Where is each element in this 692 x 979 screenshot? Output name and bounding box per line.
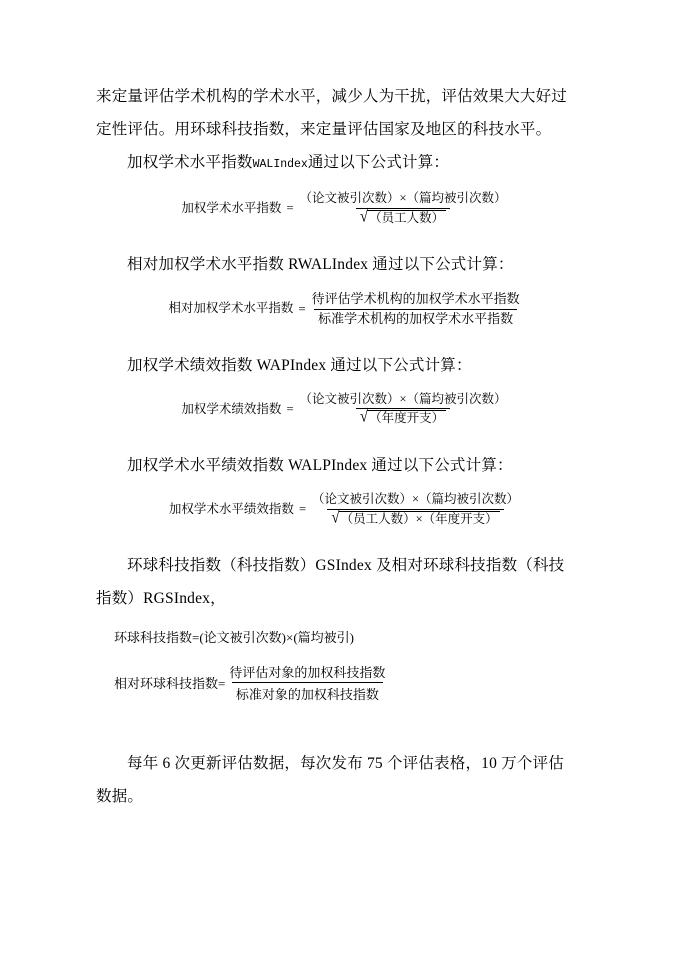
formula-rgs-denominator: 标准对象的加权科技指数 — [232, 682, 383, 703]
formula-rwal-equals: = — [298, 300, 306, 316]
document-body — [96, 80, 596, 813]
formula-wap-numerator: （论文被引次数）×（篇均被引次数） — [299, 391, 507, 406]
formula-walp — [96, 492, 596, 527]
formula-rgs-numerator: 待评估对象的加权科技指数 — [229, 665, 386, 681]
formula-wal-denominator — [356, 208, 450, 227]
radical-icon: √ — [331, 508, 340, 527]
formula-wap-denominator — [356, 408, 450, 427]
paragraph-gs-lead-line1: 环球科技指数（科技指数）GSIndex 及相对环球科技指数（科技 — [127, 557, 565, 575]
paragraph-rwal-lead: 相对加权学术水平指数 RWALIndex 通过以下公式计算： — [127, 256, 514, 274]
paragraph-walp-lead: 加权学术水平绩效指数 WALPIndex 通过以下公式计算： — [127, 457, 513, 474]
sqrt-group — [331, 508, 499, 528]
radical-icon: √ — [359, 407, 369, 427]
formula-wal-numerator: （论文被引次数）×（篇均被引次数） — [299, 191, 507, 205]
formula-rwal-fraction — [308, 291, 524, 327]
formula-walp-radicand: （员工人数）×（年度开支） — [340, 511, 498, 526]
radical-icon: √ — [359, 207, 369, 226]
formula-wap-equals: = — [286, 401, 294, 416]
formula-wal-radicand: （员工人数） — [369, 210, 445, 225]
formula-rgs — [96, 662, 596, 703]
paragraph-closing-line1: 每年 6 次更新评估数据，每次发布 75 个评估表格，10 万个评估 — [127, 755, 564, 773]
formula-rgs-label: 相对环球科技指数= — [114, 676, 226, 692]
formula-rwal-denominator: 标准学术机构的加权学术水平指数 — [314, 309, 517, 327]
formula-walp-equals: = — [298, 501, 306, 516]
paragraph-wal-lead — [96, 146, 596, 181]
wal-index-code: WALIndex — [252, 158, 308, 171]
formula-walp-fraction — [308, 492, 523, 527]
formula-wap — [96, 392, 596, 427]
formula-wal — [96, 191, 596, 226]
paragraph-intro-line1: 来定量评估学术机构的学术水平，减少人为干扰，评估效果大大好过 — [96, 88, 568, 105]
formula-walp-denominator — [327, 509, 503, 528]
formula-wap-fraction — [296, 392, 511, 427]
paragraph-intro-line2: 定性评估。用环球科技指数，来定量评估国家及地区的科技水平。 — [96, 121, 552, 138]
formula-gs-text: 环球科技指数=(论文被引次数)×(篇均被引) — [114, 630, 354, 646]
formula-wal-fraction — [296, 191, 511, 226]
formula-gs — [96, 627, 596, 646]
sqrt-group — [359, 407, 446, 427]
formula-rwal-label: 相对加权学术水平指数 — [168, 301, 294, 316]
wal-lead-prefix: 加权学术水平指数 — [127, 154, 253, 171]
paragraph-closing-line2: 数据。 — [96, 788, 144, 806]
formula-wal-label: 加权学术水平指数 — [181, 200, 282, 215]
formula-walp-label: 加权学术水平绩效指数 — [168, 501, 294, 516]
paragraph-gs-lead-line2: 指数）RGSIndex， — [96, 590, 226, 608]
formula-rgs-fraction — [225, 662, 389, 703]
formula-wap-radicand: （年度开支） — [369, 411, 445, 426]
formula-wap-label: 加权学术绩效指数 — [181, 401, 282, 416]
formula-rwal-numerator: 待评估学术机构的加权学术水平指数 — [311, 291, 520, 307]
formula-walp-numerator: （论文被引次数）×（篇均被引次数） — [312, 492, 520, 506]
wal-lead-suffix: 通过以下公式计算： — [307, 154, 450, 171]
paragraph-wap-lead: 加权学术绩效指数 WAPIndex 通过以下公式计算： — [127, 356, 472, 374]
sqrt-group — [359, 207, 446, 227]
formula-wal-equals: = — [286, 200, 294, 215]
formula-rwal — [96, 291, 596, 327]
